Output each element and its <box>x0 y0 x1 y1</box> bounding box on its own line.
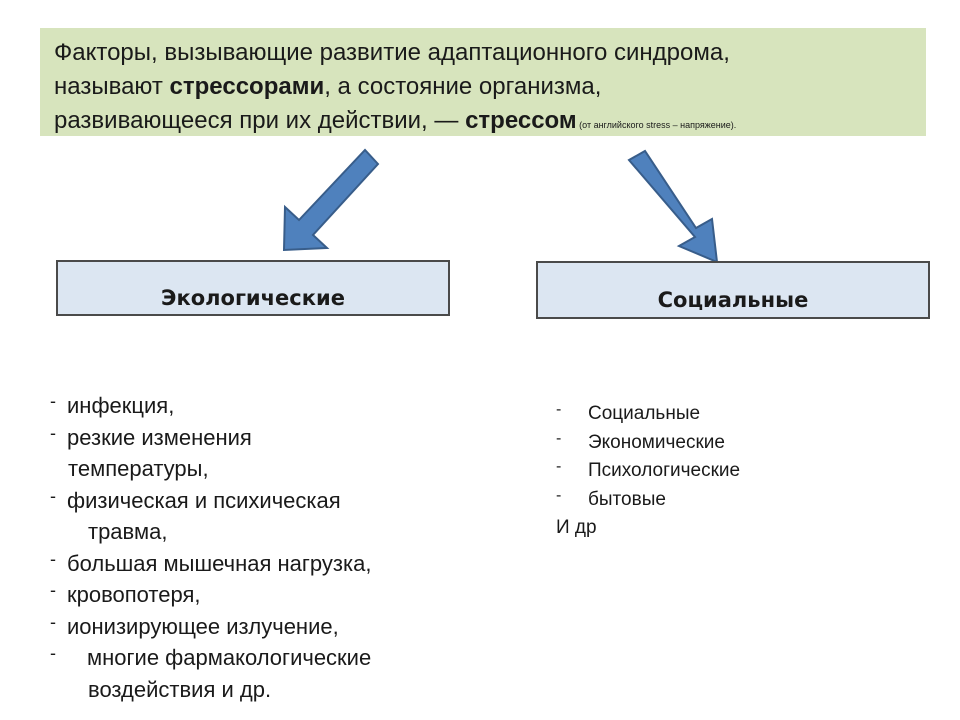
category-ecological <box>56 260 450 316</box>
bullet-dash: - <box>50 422 56 443</box>
bullet-dash: - <box>50 485 56 506</box>
list-item-continuation <box>50 674 470 706</box>
list-item <box>556 429 916 458</box>
list-item-text: многие фармакологические <box>87 645 372 670</box>
list-item <box>50 390 470 422</box>
list-item-text: физическая и психическая <box>67 487 341 513</box>
list-item-text: большая мышечная нагрузка, <box>67 550 372 576</box>
definition-text: , а состояние организма, <box>324 73 602 100</box>
list-item <box>50 422 470 454</box>
bullet-dash: - <box>556 429 562 447</box>
list-item-text: Социальные <box>588 403 701 424</box>
list-item-text: кровопотеря, <box>67 582 201 607</box>
list-item-continuation <box>50 453 470 485</box>
category-ecological-label: Экологические <box>161 286 345 310</box>
list-item-continuation <box>50 516 470 548</box>
definition-line-1: Факторы, вызывающие развитие адаптационного синдрома, <box>54 39 730 66</box>
bullet-dash: - <box>556 401 562 418</box>
list-item <box>556 457 916 486</box>
list-item <box>50 642 470 674</box>
bullet-dash: - <box>50 548 56 569</box>
term-stressors: стрессорами <box>169 73 325 100</box>
category-social <box>536 261 930 319</box>
category-social-label: Социальные <box>657 288 809 312</box>
etymology-note: (от английского stress – напряжение). <box>576 120 737 130</box>
list-item-text: бытовые <box>588 488 666 510</box>
term-stress: стрессом <box>465 107 577 134</box>
definition-text: развивающееся при их действии, — <box>54 107 466 134</box>
bullet-dash: - <box>556 458 562 475</box>
list-item-text: резкие изменения <box>67 424 252 450</box>
definition-text: называют <box>54 73 170 100</box>
list-item-text: И др <box>556 517 597 538</box>
list-item <box>50 548 470 580</box>
bullet-dash: - <box>50 611 56 632</box>
social-factors-list <box>556 400 916 543</box>
arrow-to-ecological <box>284 150 378 250</box>
bullet-dash: - <box>50 643 56 663</box>
list-item <box>50 611 470 643</box>
bullet-dash: - <box>50 391 56 411</box>
list-item-text: ионизирующее излучение, <box>67 613 339 639</box>
list-item-text: Психологические <box>588 460 741 481</box>
list-tail <box>556 514 916 543</box>
arrow-to-social <box>629 151 717 262</box>
bullet-dash: - <box>556 486 562 504</box>
list-item <box>556 400 916 429</box>
list-item <box>556 486 916 515</box>
list-item <box>50 579 470 611</box>
list-item-text: температуры, <box>68 456 209 481</box>
list-item-text: Экономические <box>588 431 725 453</box>
list-item <box>50 485 470 517</box>
ecological-factors-list <box>50 390 470 705</box>
list-item-text: воздействия и др. <box>88 676 272 702</box>
list-item-text: инфекция, <box>67 393 175 418</box>
bullet-dash: - <box>50 580 56 600</box>
list-item-text: травма, <box>88 519 168 544</box>
